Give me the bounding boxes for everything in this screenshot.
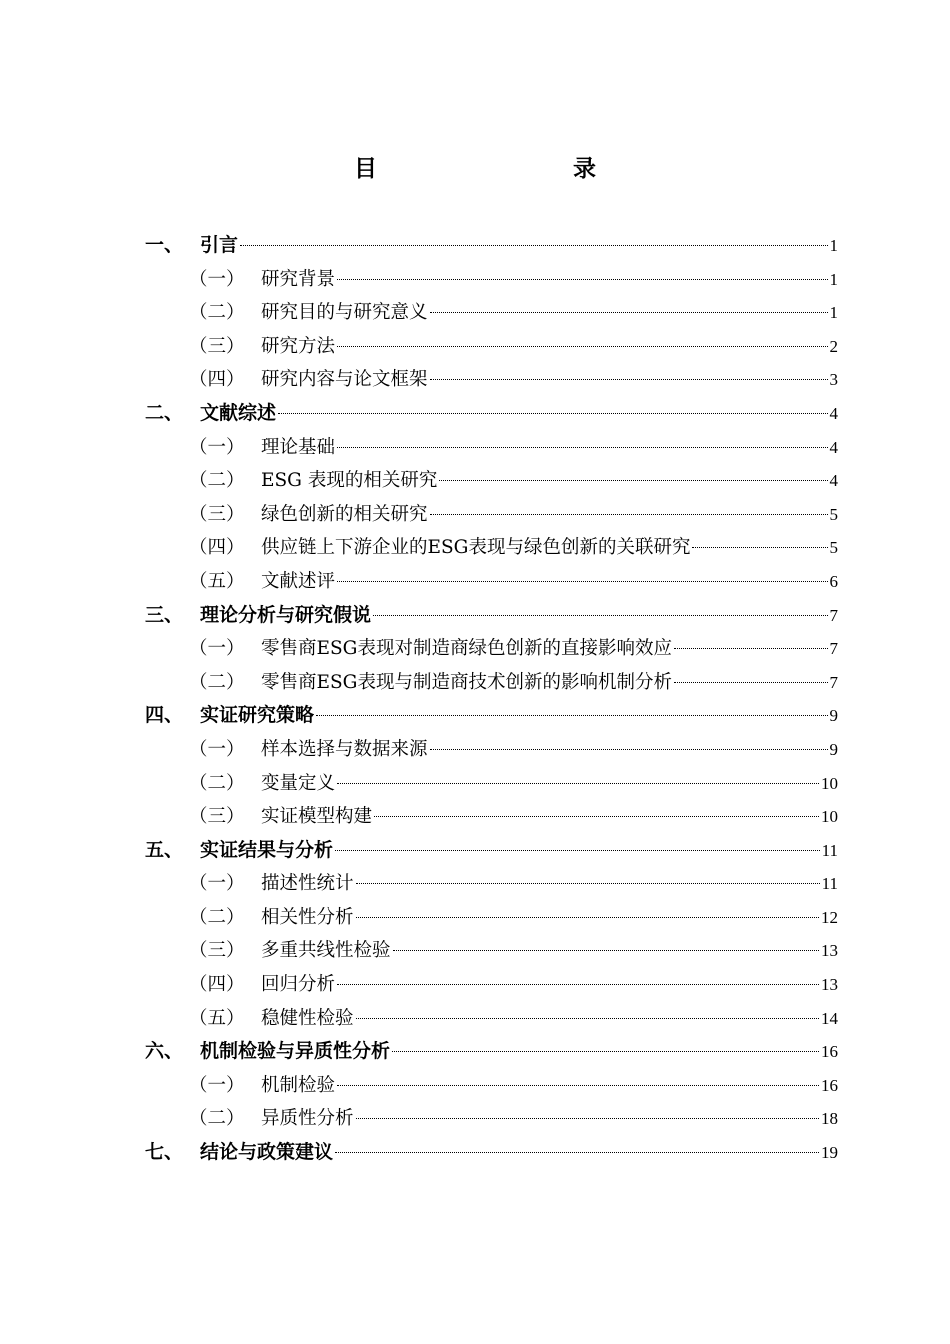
toc-entry-number: （四） [189,369,245,391]
toc-section-entry[interactable] [145,733,838,767]
toc-entry-number: 二、 [145,401,184,424]
toc-page-number: 14 [821,1008,838,1028]
toc-entry-title: 实证研究策略 [200,704,315,727]
toc-dot-leader [430,748,828,750]
toc-page-number: 13 [821,941,838,961]
toc-section-entry[interactable] [145,464,838,498]
toc-dot-leader [674,681,828,683]
toc-page-number: 11 [821,840,838,860]
toc-entry-number: （一） [189,638,245,660]
toc-entry-number: 七、 [145,1141,184,1164]
toc-dot-leader [337,580,827,582]
toc-page-number: 18 [821,1109,838,1129]
toc-entry-title: 研究方法 [261,335,336,357]
toc-dot-leader [430,513,828,515]
toc-section-entry[interactable] [145,263,838,297]
toc-entry-title: 文献综述 [200,401,277,424]
toc-page-number: 7 [829,639,838,659]
toc-dot-leader [335,849,820,851]
toc-dot-leader [337,345,827,347]
toc-entry-title: 文献述评 [261,570,336,592]
toc-entry-number: （一） [189,873,245,895]
toc-section-entry[interactable] [145,901,838,935]
toc-entry-title: 零售商ESG表现与制造商技术创新的影响机制分析 [261,671,672,693]
toc-entry-number: 六、 [145,1040,184,1063]
toc-entry-title: 理论基础 [261,436,336,458]
toc-dot-leader [430,378,828,380]
toc-entry-number: （三） [189,335,245,357]
toc-entry-number: （三） [189,806,245,828]
toc-page-number: 7 [829,605,838,625]
toc-entry-number: （五） [189,570,245,592]
toc-entry-number: 五、 [145,838,184,861]
toc-entry-number: （二） [189,302,245,324]
toc-page-number: 1 [829,303,838,323]
toc-dot-leader [373,614,827,616]
toc-page-number: 9 [829,739,838,759]
toc-page-number: 10 [821,807,838,827]
toc-page-number: 7 [829,672,838,692]
toc-chapter-entry[interactable] [145,229,838,263]
toc-entry-title: ESG 表现的相关研究 [261,470,438,492]
toc-chapter-entry[interactable] [145,397,838,431]
toc-page-number: 5 [829,504,838,524]
toc-entry-number: （二） [189,772,245,794]
toc-page-number: 9 [829,706,838,726]
toc-dot-leader [356,882,820,884]
toc-section-entry[interactable] [145,767,838,801]
toc-dot-leader [240,244,827,246]
toc-page-number: 12 [821,907,838,927]
toc-entry-title: 异质性分析 [261,1108,354,1130]
toc-dot-leader [392,1050,819,1052]
toc-entry-number: （二） [189,1108,245,1130]
toc-dot-leader [278,412,827,414]
toc-entry-number: （五） [189,1007,245,1029]
toc-entry-number: （三） [189,503,245,525]
toc-section-entry[interactable] [145,934,838,968]
toc-section-entry[interactable] [145,498,838,532]
toc-entry-title: 回归分析 [261,974,336,996]
toc-page-number: 5 [829,538,838,558]
toc-section-entry[interactable] [145,363,838,397]
toc-dot-leader [335,1151,819,1153]
toc-section-entry[interactable] [145,565,838,599]
toc-entry-number: （二） [189,906,245,928]
toc-section-entry[interactable] [145,330,838,364]
toc-page-number: 4 [829,471,838,491]
toc-page-number: 11 [821,874,838,894]
toc-entry-number: （一） [189,1074,245,1096]
toc-dot-leader [337,446,827,448]
toc-entry-number: （一） [189,436,245,458]
toc-section-entry[interactable] [145,968,838,1002]
toc-entry-title: 相关性分析 [261,906,354,928]
toc-dot-leader [692,546,827,548]
toc-section-entry[interactable] [145,431,838,465]
toc-entry-title: 样本选择与数据来源 [261,738,428,760]
toc-page-number: 4 [829,437,838,457]
toc-dot-leader [356,1117,819,1119]
toc-section-entry[interactable] [145,1002,838,1036]
toc-page-number: 13 [821,975,838,995]
toc-dot-leader [337,1084,819,1086]
toc-entry-title: 机制检验 [261,1074,336,1096]
toc-entry-title: 结论与政策建议 [200,1141,334,1164]
toc-page-number: 4 [829,403,838,423]
toc-entry-title: 零售商ESG表现对制造商绿色创新的直接影响效应 [261,638,672,660]
toc-chapter-entry[interactable] [145,1035,838,1069]
toc-dot-leader [316,714,827,716]
toc-entry-title: 描述性统计 [261,873,354,895]
toc-entry-title: 实证模型构建 [261,806,373,828]
toc-entry-number: 一、 [145,234,184,256]
toc-entry-number: （一） [189,268,245,290]
toc-chapter-entry[interactable] [145,834,838,868]
toc-page-number: 16 [821,1075,838,1095]
toc-entry-number: （二） [189,671,245,693]
toc-dot-leader [674,647,828,649]
toc-entry-number: （二） [189,470,245,492]
toc-entry-number: （四） [189,974,245,996]
toc-entry-title: 稳健性检验 [261,1007,354,1029]
page-title: 目 录 [354,156,646,182]
toc-chapter-entry[interactable] [145,599,838,633]
toc-section-entry[interactable] [145,867,838,901]
toc-section-entry[interactable] [145,632,838,666]
toc-page-number: 2 [829,336,838,356]
toc-entry-title: 供应链上下游企业的ESG表现与绿色创新的关联研究 [261,537,691,559]
toc-entry-title: 理论分析与研究假说 [200,603,372,626]
toc-page-number: 3 [829,370,838,390]
toc-chapter-entry[interactable] [145,1136,838,1170]
toc-dot-leader [337,983,819,985]
toc-dot-leader [374,815,819,817]
toc-entry-number: 四、 [145,704,184,727]
toc-dot-leader [356,916,819,918]
toc-section-entry[interactable] [145,296,838,330]
toc-entry-title: 绿色创新的相关研究 [261,503,428,525]
toc-entry-title: 多重共线性检验 [261,940,391,962]
toc-dot-leader [430,311,828,313]
toc-entry-title: 机制检验与异质性分析 [200,1040,391,1063]
toc-dot-leader [356,1017,819,1019]
toc-page-number: 1 [829,236,838,255]
toc-dot-leader [439,479,827,481]
toc-entry-title: 变量定义 [261,772,336,794]
toc-dot-leader [393,949,819,951]
toc-entry-title: 研究内容与论文框架 [261,369,428,391]
toc-entry-number: （三） [189,940,245,962]
toc-section-entry[interactable] [145,1102,838,1136]
toc-chapter-entry[interactable] [145,699,838,733]
toc-page-number: 1 [829,269,838,289]
toc-dot-leader [337,278,827,280]
toc-page-number: 10 [821,773,838,793]
toc-entry-title: 实证结果与分析 [200,838,334,861]
toc-dot-leader [337,782,819,784]
toc-entry-number: 三、 [145,603,184,626]
toc-section-entry[interactable] [145,800,838,834]
toc-page-number: 16 [821,1042,838,1062]
toc-entry-title: 研究目的与研究意义 [261,302,428,324]
toc-page-number: 19 [821,1143,838,1163]
toc-section-entry[interactable] [145,1069,838,1103]
toc-entry-title: 引言 [200,234,239,256]
toc-section-entry[interactable] [145,666,838,700]
toc-entry-number: （四） [189,537,245,559]
toc-page-number: 6 [829,571,838,591]
toc-entry-number: （一） [189,738,245,760]
table-of-contents [145,229,838,1170]
toc-entry-title: 研究背景 [261,268,336,290]
toc-section-entry[interactable] [145,531,838,565]
